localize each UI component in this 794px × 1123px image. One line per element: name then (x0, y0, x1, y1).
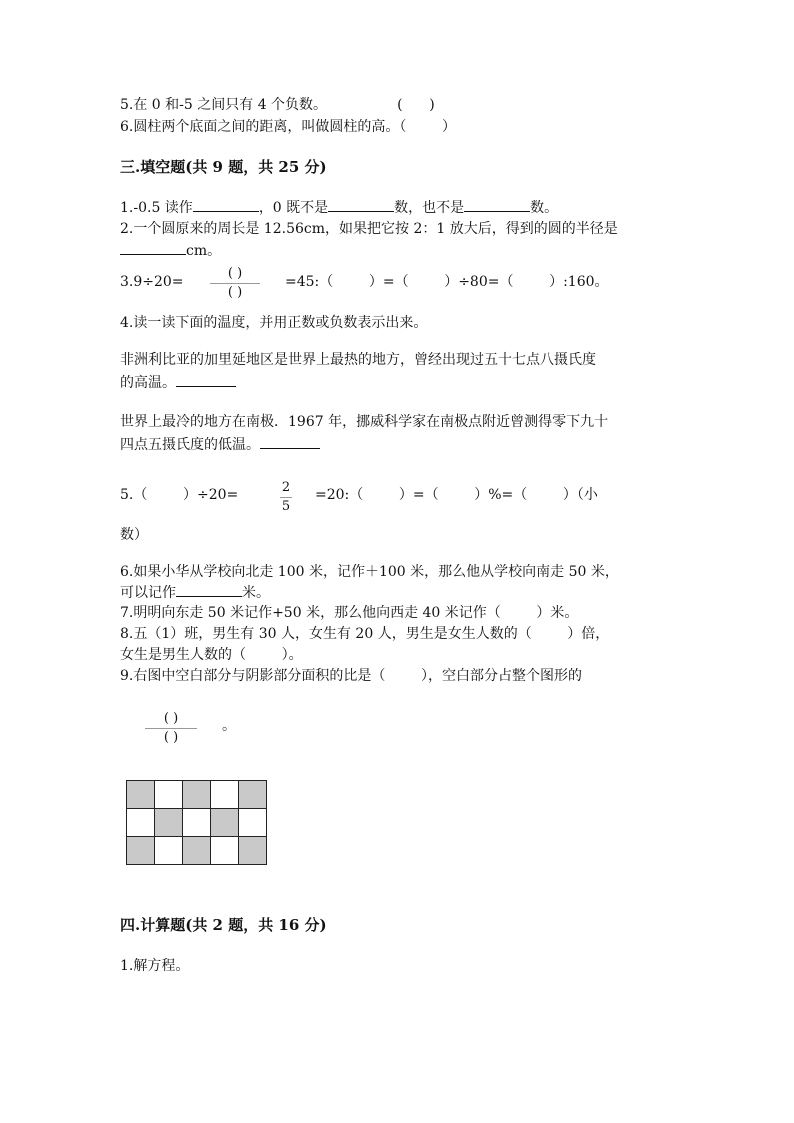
fill-question-9-end: 。 (222, 718, 236, 734)
section-heading-fill: 三.填空题(共 9 题，共 25 分) (120, 158, 327, 176)
answer-blank[interactable] (328, 197, 394, 212)
grid-cell-shaded (155, 809, 183, 837)
grid-cell-shaded (211, 809, 239, 837)
q4-paragraph-1-cont: 的高温。 (120, 372, 236, 393)
fraction-bar (145, 728, 197, 729)
q4-paragraph-1: 非洲利比亚的加里延地区是世界上最热的地方，曾经出现过五十七点八摄氏度 (120, 352, 596, 368)
grid-row (127, 837, 267, 865)
fill-question-3-suffix: =45:（ ）=（ ）÷80=（ ）:160。 (285, 274, 609, 290)
judgement-item-6: 6.圆柱两个底面之间的距离，叫做圆柱的高。（ ） (120, 119, 456, 135)
answer-blank[interactable] (176, 372, 236, 387)
q4-paragraph-2: 世界上最冷的地方在南极．1967 年，挪威科学家在南极点附近曾测得零下九十 (120, 414, 609, 430)
grid-row (127, 809, 267, 837)
grid-cell-shaded (239, 837, 267, 865)
fill-question-3-prefix: 3.9÷20= (120, 274, 184, 290)
answer-blank[interactable] (120, 240, 186, 255)
fill-question-4: 4.读一读下面的温度，并用正数或负数表示出来。 (120, 315, 428, 331)
fill-question-6-cont: 可以记作 米。 (120, 582, 270, 603)
grid-cell-blank (155, 837, 183, 865)
fill-question-1: 1.-0.5 读作 ，0 既不是 数，也不是 数。 (120, 197, 558, 218)
fill-question-8: 8.五（1）班，男生有 30 人，女生有 20 人，男生是女生人数的（ ）倍， (120, 626, 610, 642)
fraction-bar (210, 283, 260, 284)
fraction-two-fifths: 2 5 (281, 480, 291, 514)
fill-question-9: 9.右图中空白部分与阴影部分面积的比是（ ），空白部分占整个图形的 (120, 668, 582, 684)
calc-question-1: 1.解方程。 (120, 958, 190, 974)
grid-cell-blank (127, 809, 155, 837)
grid-cell-shaded (183, 781, 211, 809)
grid-cell-shaded (127, 781, 155, 809)
q4-paragraph-2-cont: 四点五摄氏度的低温。 (120, 434, 320, 455)
shaded-grid-figure (126, 780, 267, 865)
answer-blank[interactable] (176, 582, 242, 597)
fraction-q9: ( ) ( ) (145, 711, 197, 746)
fill-question-7: 7.明明向东走 50 米记作+50 米，那么他向西走 40 米记作（ ）米。 (120, 605, 579, 621)
fraction-q3: ( ) ( ) (210, 266, 260, 301)
answer-blank[interactable] (464, 197, 530, 212)
grid-cell-shaded (127, 837, 155, 865)
fill-question-5-prefix: 5.（ ）÷20= (120, 487, 239, 503)
grid-cell-blank (155, 781, 183, 809)
fill-question-8-cont: 女生是男生人数的（ ）。 (120, 647, 303, 663)
answer-blank[interactable] (260, 434, 320, 449)
fill-question-6: 6.如果小华从学校向北走 100 米，记作＋100 米，那么他从学校向南走 50 米， (120, 564, 619, 580)
fill-question-2-cont: cm。 (120, 240, 221, 261)
section-heading-calc: 四.计算题(共 2 题，共 16 分) (120, 916, 327, 934)
fill-question-5-suffix: =20:（ ）=（ ）%=（ ）（小 (315, 487, 598, 503)
fill-question-2: 2.一个圆原来的周长是 12.56cm，如果把它按 2：1 放大后，得到的圆的半径是 (120, 221, 618, 237)
grid-cell-blank (211, 837, 239, 865)
fill-question-5-wrap: 数） (120, 527, 148, 543)
grid-cell-blank (239, 809, 267, 837)
answer-blank[interactable] (193, 197, 259, 212)
grid-cell-blank (183, 809, 211, 837)
grid-cell-shaded (183, 837, 211, 865)
grid-cell-shaded (239, 781, 267, 809)
grid-cell-blank (211, 781, 239, 809)
judgement-item-5: 5.在 0 和-5 之间只有 4 个负数。 ( ) (120, 97, 435, 113)
grid-row (127, 781, 267, 809)
fraction-bar (280, 497, 292, 498)
